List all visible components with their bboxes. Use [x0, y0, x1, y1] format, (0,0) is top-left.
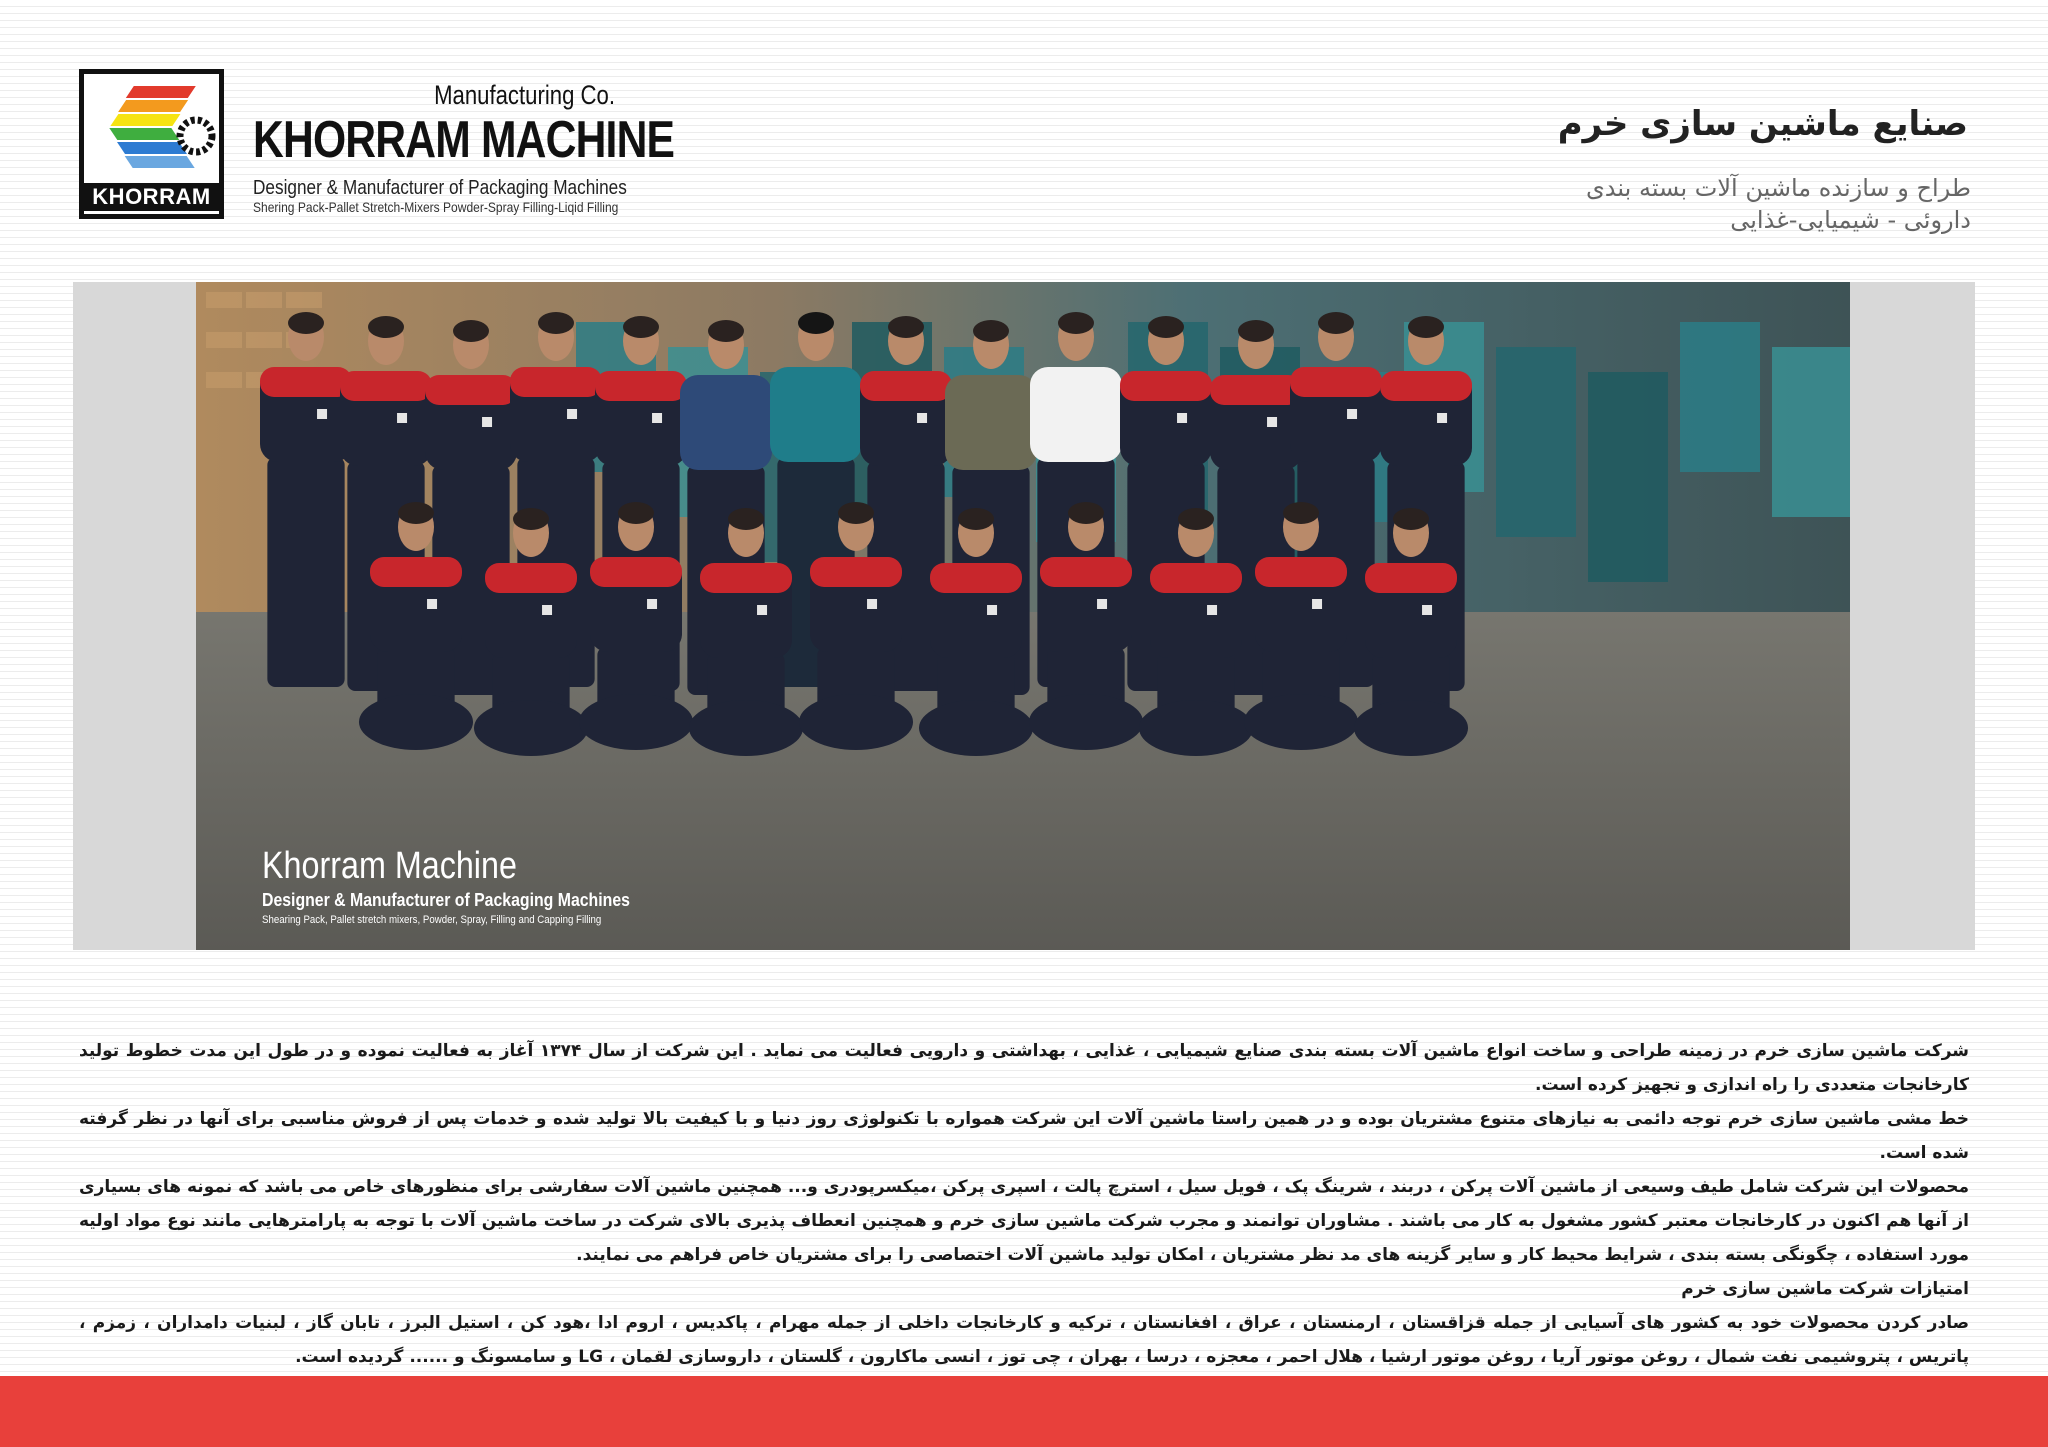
brick: [206, 372, 242, 388]
photo-caption-tagline: Designer & Manufacturer of Packaging Machines: [262, 890, 630, 910]
persian-subtitle-line-2: داروئی - شیمیایی-غذایی: [1730, 206, 1971, 234]
paragraph-policy: خط مشی ماشین سازی خرم توجه دائمی به نیازهای متنوع مشتریان بوده و در همین راستا ماشین آلات این شرکت همواره با تکنولوژی روز دنیا و با کیفیت بالا تولید شده و خدمات پس از فروش مناسبی برای آنها در نظر گرفته شده است.: [79, 1109, 1969, 1163]
brick: [206, 332, 242, 348]
logo-stripe: [117, 142, 187, 154]
logo-wordmark: KHORRAM: [84, 183, 219, 211]
logo-stripe: [125, 156, 195, 168]
brick: [286, 292, 322, 308]
logo-stripe: [109, 128, 179, 140]
paragraph-exports: صادر کردن محصولات خود به کشور های آسیایی از جمله قزاقستان ، ارمنستان ، عراق ، افغانستان ، ترکیه و کارخانجات داخلی از جمله مهرام ، پاکدیس ، اروم ادا ،هود کن ، استیل البرز ، تابان گاز ، لبنیات دامداران ، زمزم ، پاتریس ، پتروشیمی نفت شمال ، روغن موتور آریا ، روغن موتور ارشیا ، هلال احمر ، معجزه ، درسا ، بهران ، چی توز ، انسی ماکارون ، گلستان ، داروسازی لقمان ، LG و سامسونگ و ...... گردیده است.: [79, 1313, 1969, 1367]
logo-stripe: [110, 114, 180, 126]
machine: [1680, 322, 1760, 472]
company-description: [79, 1034, 1969, 1374]
persian-subtitle: [1551, 172, 1971, 236]
brand-products: Shering Pack-Pallet Stretch-Mixers Powder-Spray Filling-Liqid Filling: [253, 199, 619, 215]
brick: [206, 292, 242, 308]
photo-caption-title: Khorram Machine: [262, 845, 517, 887]
logo-stripe: [126, 86, 196, 98]
brick: [246, 292, 282, 308]
khorram-logo: [79, 69, 224, 219]
gear-icon: [180, 120, 212, 152]
persian-subtitle-line-1: طراح و سازنده ماشین آلات بسته بندی: [1586, 174, 1971, 202]
brand-name: KHORRAM MACHINE: [253, 111, 675, 169]
brand-tagline: Designer & Manufacturer of Packaging Machines: [253, 177, 627, 199]
chevron-stripes-icon: [84, 74, 219, 184]
logo-stripe: [118, 100, 188, 112]
bottom-accent-bar: [0, 1376, 2048, 1447]
brick: [246, 332, 282, 348]
brand-subtitle: Manufacturing Co.: [434, 80, 615, 110]
paragraph-intro: شرکت ماشین سازی خرم در زمینه طراحی و ساخت انواع ماشین آلات بسته بندی صنایع شیمیایی ، غذایی ، بهداشتی و دارویی فعالیت می نماید . این شرکت از سال ۱۳۷۴ آغاز به فعالیت نموده و در طول این مدت خطوط تولید کارخانجات متعددی را راه اندازی و تجهیز کرده است.: [79, 1041, 1970, 1095]
photo-caption-products: Shearing Pack, Pallet stretch mixers, Powder, Spray, Filling and Capping Filling: [262, 914, 602, 926]
machine: [1496, 347, 1576, 537]
paragraph-advantages-heading: امتیازات شرکت ماشین سازی خرم: [1681, 1279, 1969, 1299]
machine: [1772, 347, 1850, 517]
persian-title: صنایع ماشین سازی خرم: [1557, 104, 1968, 144]
photo-caption: [262, 844, 680, 928]
machine: [1588, 372, 1668, 582]
team-members: [260, 312, 1472, 756]
team-photo: [196, 282, 1850, 950]
paragraph-products: محصولات این شرکت شامل طیف وسیعی از ماشین آلات پرکن ، دربند ، شرینگ پک ، فویل سیل ، استرچ پالت ، اسپری پرکن ،میکسرپودری و... همچنین ماشین آلات سفارشی برای منظورهای خاص می باشد که نمونه های بسیاری از آنها هم اکنون در کارخانجات معتبر کشور مشغول به کار می باشند . مشاوران توانمند و مجرب شرکت ماشین سازی خرم و همچنین انعطاف پذیری بالای شرکت در ساخت ماشین آلات با توجه به پارامترهایی مانند نوع مواد اولیه مورد استفاده ، چگونگی بسته بندی ، شرایط محیط کار و سایر گزینه های مد نظر مشتریان ، امکان تولید ماشین آلات اختصاصی را برای مشتریان خاص فراهم می نمایند.: [79, 1177, 1969, 1265]
team-member: [260, 312, 352, 687]
